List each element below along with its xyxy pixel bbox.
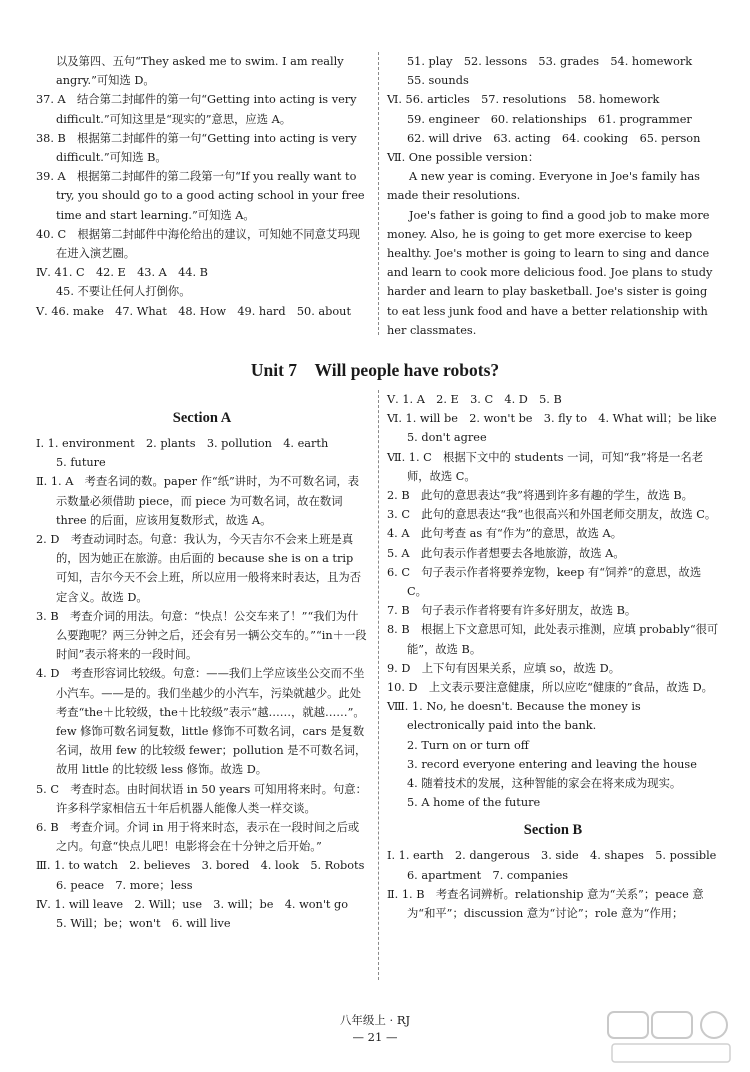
page-number: — 21 — <box>352 1030 398 1044</box>
section-viii-answer-1: Ⅷ. 1. No, he doesn't. Because the money is electronically paid into the bank. <box>387 700 641 733</box>
answer-39: 39. A 根据第二封邮件的第二段第一句“If you really want to try, you should go to a good acting school in your free time and start learning.”可知选 A。 <box>36 170 365 222</box>
section-viii-answer-5: 5. A home of the future <box>407 796 541 810</box>
answers-51-54: 51. play 52. lessons 53. grades 54. homework <box>407 55 693 68</box>
section-ii-answer-6: 6. B 考查介词。介词 in 用于将来时态，表示在一段时间之后或之内。句意“快点儿吧！电影将会在十分钟之后开始。” <box>36 821 360 854</box>
answers-62-65: 62. will drive 63. acting 64. cooking 65. person <box>407 131 701 145</box>
essay-paragraph-2: Joe's father is going to find a good job to make more money. Also, he is going to get more exercise to keep healthy. Joe's mother is going to learn to sing and dance and learn to cook more delicious food. Joe plans to study harder and learn to play basketball. Joe's sister is going to eat less junk food and have a better relationship with her classmates. <box>387 208 713 337</box>
answer-55: 55. sounds <box>407 74 469 88</box>
unit-title: Unit 7 Will people have robots? <box>250 360 500 380</box>
section-vii-answer-4: 4. A 此句考查 as 有“作为”的意思，故选 A。 <box>387 527 622 541</box>
section-vii-answer-6: 6. C 句子表示作者将要养宠物，keep 有“饲养”的意思，故选 C。 <box>387 565 702 599</box>
section-vii-heading: Ⅶ. One possible version： <box>387 151 540 165</box>
section-iv-answers-a: Ⅳ. 1. will leave 2. Will；use 3. will；be 4. won't go <box>36 897 349 911</box>
section-ii-answer-5: 5. C 考查时态。由时间状语 in 50 years 可知用将来时。句意：许多科学家相信五十年后机器人能像人类一样交谈。 <box>36 782 367 815</box>
section-i-answers: Ⅰ. 1. environment 2. plants 3. pollution 4. earth <box>36 437 329 450</box>
section-vii-answer-3: 3. C 此句的意思表达“我”也很高兴和外国老师交朋友，故选 C。 <box>387 508 717 522</box>
section-iii-answers-cont: 6. peace 7. more；less <box>56 878 193 892</box>
section-viii-answer-2: 2. Turn on or turn off <box>407 738 529 752</box>
section-vii-answer-7: 7. B 句子表示作者将要有许多好朋友，故选 B。 <box>387 604 637 618</box>
section-v-answers: Ⅴ. 46. make 47. What 48. How 49. hard 50. about <box>36 304 352 318</box>
section-b-ii-answer-1: Ⅱ. 1. B 考查名词辨析。relationship 意为“关系”；peace 意为“和平”；discussion 意为“讨论”；role 意为“作用； <box>387 887 704 921</box>
section-ii-answer-3: 3. B 考查介词的用法。句意：“快点！公交车来了！”“我们为什么要跑呢？两三分钟之后，还会有另一辆公交车的。”“in＋一段时间”表示将来的一段时间。 <box>36 609 367 662</box>
section-viii-answer-3: 3. record everyone entering and leaving the house <box>407 757 697 771</box>
section-vii-answer-5: 5. A 此句表示作者想要去各地旅游，故选 A。 <box>387 546 625 560</box>
section-vii-answer-8: 8. B 根据上下文意思可知，此处表示推测，应填 probably“很可能”，故选 B。 <box>387 623 719 656</box>
bottom-right-column <box>387 390 719 923</box>
answer-37: 37. A 结合第二封邮件的第一句“Getting into acting is very difficult.”可知这里是“现实的”意思，应选 A。 <box>36 93 357 126</box>
section-vi-answer-5: 5. don't agree <box>407 431 487 445</box>
grade-label: 八年级上 · RJ <box>339 1013 411 1027</box>
column-divider <box>378 52 379 335</box>
answer-38: 38. B 根据第二封邮件的第一句“Getting into acting is very difficult.”可知选 B。 <box>36 131 357 165</box>
section-vii-answer-9: 9. D 上下句有因果关系，应填 so，故选 D。 <box>387 661 621 675</box>
section-b-i-answers: Ⅰ. 1. earth 2. dangerous 3. side 4. shapes 5. possible <box>387 849 717 863</box>
watermark-logo-icon <box>606 1008 736 1066</box>
section-b-title: Section B <box>523 822 583 839</box>
bottom-left-column <box>36 400 368 933</box>
top-left-column <box>36 52 368 321</box>
section-a-title: Section A <box>172 410 232 426</box>
section-vii-answer-10: 10. D 上文表示要注意健康，所以应吃“健康的”食品，故选 D。 <box>387 681 713 695</box>
answer-paragraph: 以及第四、五句“They asked me to swim. I am really angry.”可知选 D。 <box>56 55 344 88</box>
section-ii-answer-2: 2. D 考查动词时态。句意：我认为，今天吉尔不会来上班是真的，因为她正在旅游。由后面的 because she is on a trip 可知，吉尔今天不会上班，所以应用一般将来时表达，且为否定含义。故选 D。 <box>36 533 362 604</box>
section-ii-answer-4: 4. D 考查形容词比较级。句意：——我们上学应该坐公交而不坐小汽车。——是的。我们坐越少的小汽车，污染就越少。此处考查“the＋比较级，the＋比较级”表示“越……，就越……”。few 修饰可数名词复数，little 修饰不可数名词，cars 是复数名词，故用 few 的比较级 fewer；pollution 是不可数名词，故用 little 的比较级 less 修饰。故选 D。 <box>36 667 367 777</box>
section-iv-answers: Ⅳ. 41. C 42. E 43. A 44. B <box>36 266 208 280</box>
section-b-i-answers-cont: 6. apartment 7. companies <box>407 868 569 882</box>
section-ii-answer-1: Ⅱ. 1. A 考查名词的数。paper 作“纸”讲时，为不可数名词，表示数量必须借助 piece，而 piece 为可数名词，故在数词 three 的后面，应该用复数形式，故选 A。 <box>36 475 360 527</box>
section-iii-answers: Ⅲ. 1. to watch 2. believes 3. bored 4. look 5. Robots <box>36 859 365 873</box>
section-i-answer-5: 5. future <box>56 456 106 470</box>
answer-40: 40. C 根据第二封邮件中海伦给出的建议，可知她不同意艾玛现在进入演艺圈。 <box>36 227 360 261</box>
section-vi-answers: Ⅵ. 56. articles 57. resolutions 58. homework <box>387 93 660 107</box>
section-viii-answer-4: 4. 随着技术的发展，这种智能的家会在将来成为现实。 <box>407 777 682 791</box>
section-v-answers-a: Ⅴ. 1. A 2. E 3. C 4. D 5. B <box>387 393 562 406</box>
section-vi-answers-a: Ⅵ. 1. will be 2. won't be 3. fly to 4. What will；be like <box>387 412 717 426</box>
answer-45: 45. 不要让任何人打倒你。 <box>56 285 191 299</box>
essay-paragraph-1: A new year is coming. Everyone in Joe's family has made their resolutions. <box>387 170 700 203</box>
column-divider <box>378 390 379 980</box>
section-iv-answers-a-cont: 5. Will；be；won't 6. will live <box>56 917 231 931</box>
answers-59-61: 59. engineer 60. relationships 61. programmer <box>407 112 692 126</box>
section-vii-answer-2: 2. B 此句的意思表达“我”将遇到许多有趣的学生，故选 B。 <box>387 489 693 503</box>
top-right-column <box>387 52 719 340</box>
section-vii-answer-1: Ⅶ. 1. C 根据下文中的 students 一词，可知“我”将是一名老师，故选 C。 <box>387 450 703 483</box>
